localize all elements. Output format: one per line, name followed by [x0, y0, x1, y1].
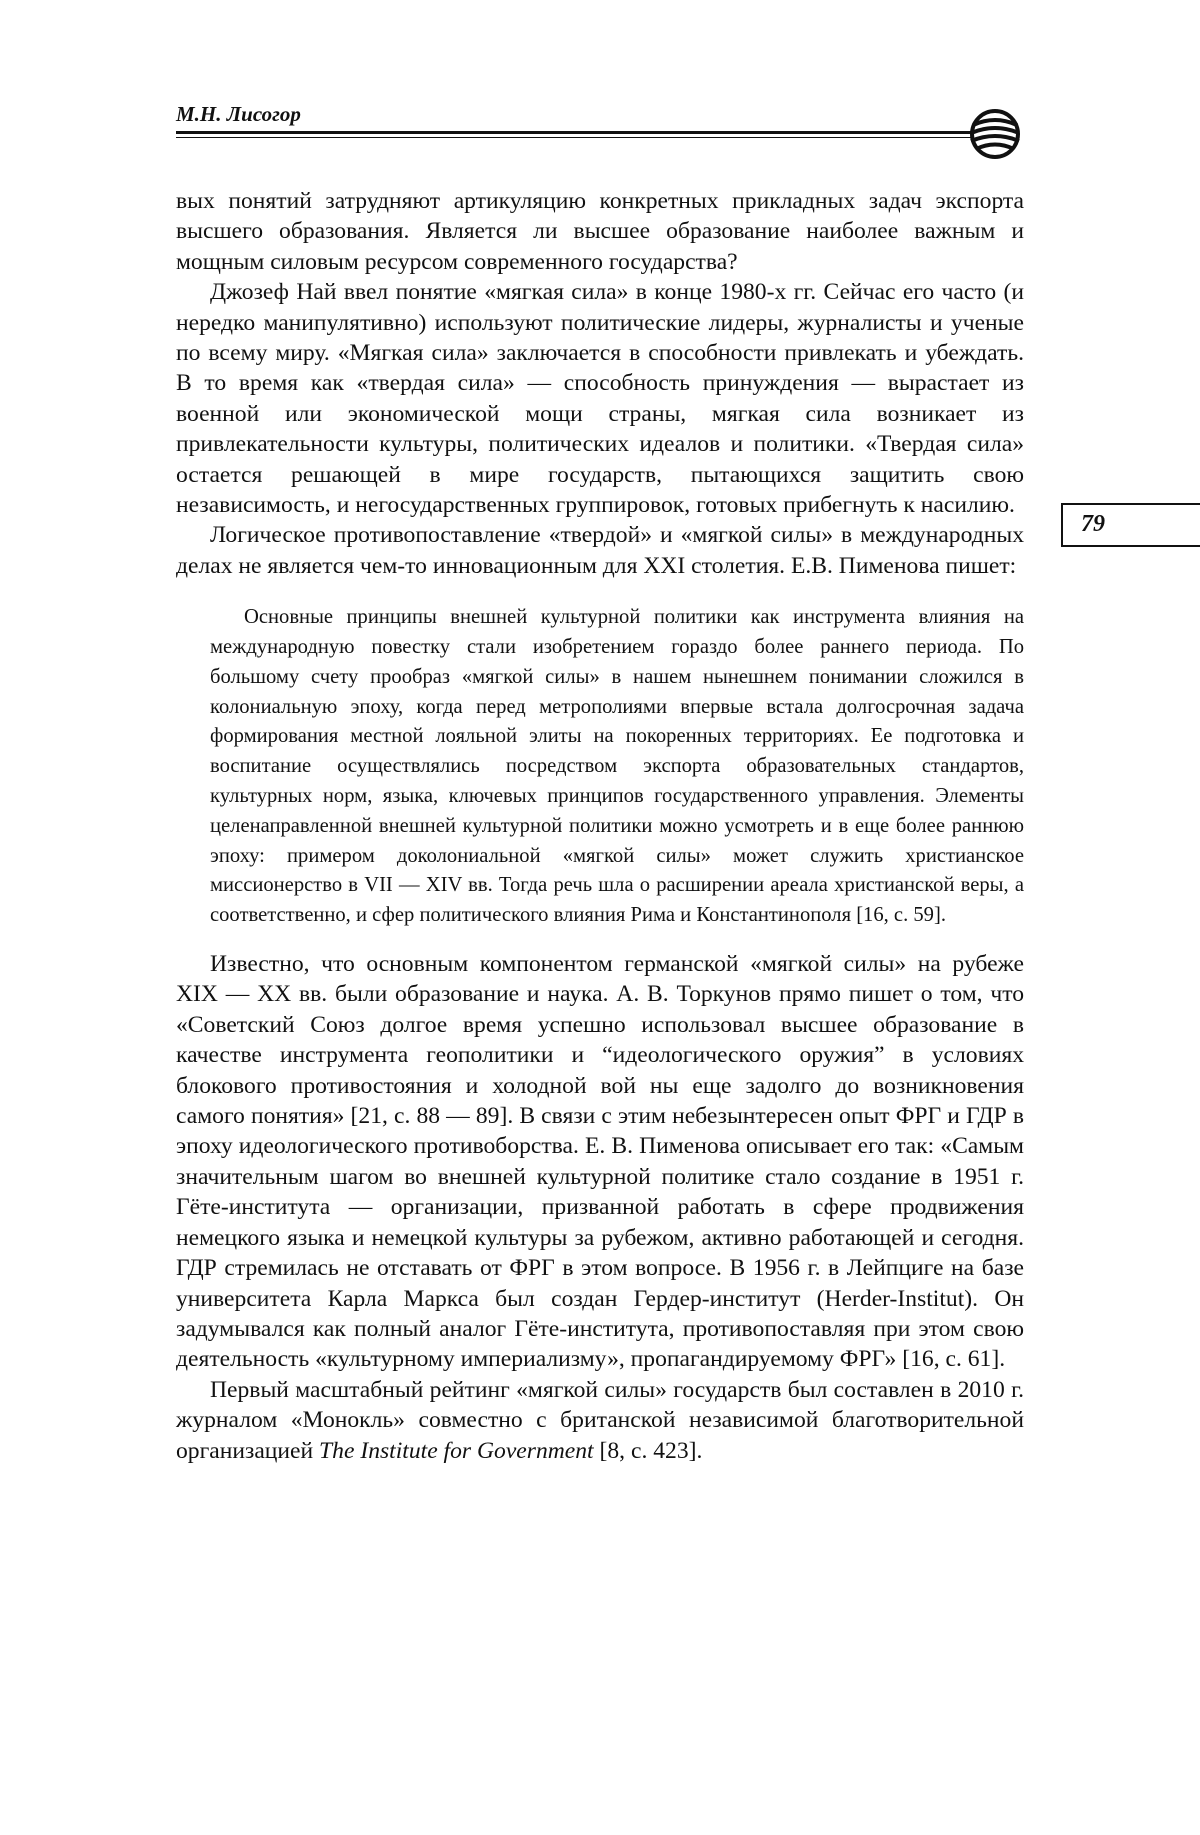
- paragraph-4: Известно, что основным компонентом германской «мягкой силы» на рубеже XIX — XX вв. были образование и наука. А. В. Торкунов прямо пишет о том, что «Советский Союз долгое время успешно использовал высшее образование в качестве инструмента геополитики и “идеологического оружия” в условиях блокового противостояния и холодной вой ны еще задолго до возникновения самого понятия» [21, с. 88 — 89]. В связи с этим небезынтересен опыт ФРГ и ГДР в эпоху идеологического противоборства. Е. В. Пименова описывает его так: «Самым значительным шагом во внешней культурной политике стало создание в 1951 г. Гёте-института — организации, призванной работать в сфере продвижения немецкого языка и немецкой культуры за рубежом, активно работающей и сегодня. ГДР стремилась не отставать от ФРГ в этом вопросе. В 1956 г. в Лейпциге на базе университета Карла Маркса был создан Гердер-институт (Herder-Institut). Он задумывался как полный аналог Гёте-института, противопоставляя при этом свою деятельность «культурному империализму», пропагандируемому ФРГ» [16, с. 61].: [176, 951, 1024, 1373]
- paragraph-3: Логическое противопоставление «твердой» и «мягкой силы» в международных делах не является чем-то инновационным для XXI столетия. Е.В. Пименова пишет:: [176, 522, 1024, 579]
- header-rule: [176, 131, 974, 134]
- header-rule-thin: [176, 137, 974, 138]
- paragraph-2: Джозеф Най ввел понятие «мягкая сила» в конце 1980-х гг. Сейчас его часто (и нередко манипулятивно) используют политические лидеры, журналисты и ученые по всему миру. «Мягкая сила» заключается в способности привлекать и убеждать. В то время как «твердая сила» — способность принуждения — вырастает из военной или экономической мощи страны, мягкая сила возникает из привлекательности культуры, политических идеалов и политики. «Твердая сила» остается решающей в мире государств, пытающихся защитить свою независимость, и негосударственных группировок, готовых прибегнуть к насилию.: [176, 279, 1024, 519]
- paragraph-5-end: [8, с. 423].: [599, 1437, 703, 1464]
- body-text: [176, 186, 1024, 1466]
- publisher-logo-icon: [967, 107, 1023, 161]
- page-number-tab: [1061, 503, 1200, 547]
- running-head-author: М.Н. Лисогор: [176, 102, 301, 126]
- paragraph-1: вых понятий затрудняют артикуляцию конкретных прикладных задач экспорта высшего образования. Является ли высшее образование наиболее важным и мощным силовым ресурсом современного государства?: [176, 188, 1024, 275]
- institute-name: The Institute for Government: [319, 1437, 594, 1464]
- paragraph-5-start: Первый масштабный рейтинг «мягкой силы» государств был составлен в 2010 г. журналом «Монокль» совместно с британской независимой благотворительной организацией: [176, 1376, 1024, 1464]
- block-quote: Основные принципы внешней культурной политики как инструмента влияния на международную повестку стали изобретением гораздо более раннего периода. По большому счету прообраз «мягкой силы» в нашем нынешнем понимании сложился в колониальную эпоху, когда перед метрополиями впервые встала долгосрочная задача формирования местной лояльной элиты на покоренных территориях. Ее подготовка и воспитание осуществлялись посредством экспорта образовательных стандартов, культурных норм, языка, ключевых принципов государственного управления. Элементы целенаправленной внешней культурной политики можно усмотреть и в еще более раннюю эпоху: примером доколониальной «мягкой силы» может служить христианское миссионерство в VII — XIV вв. Тогда речь шла о расширении ареала христианской веры, а соответственно, и сфер политического влияния Рима и Константинополя [16, с. 59].: [210, 606, 1024, 927]
- paragraph-5: [176, 1375, 1024, 1466]
- page-number: 79: [1081, 511, 1105, 537]
